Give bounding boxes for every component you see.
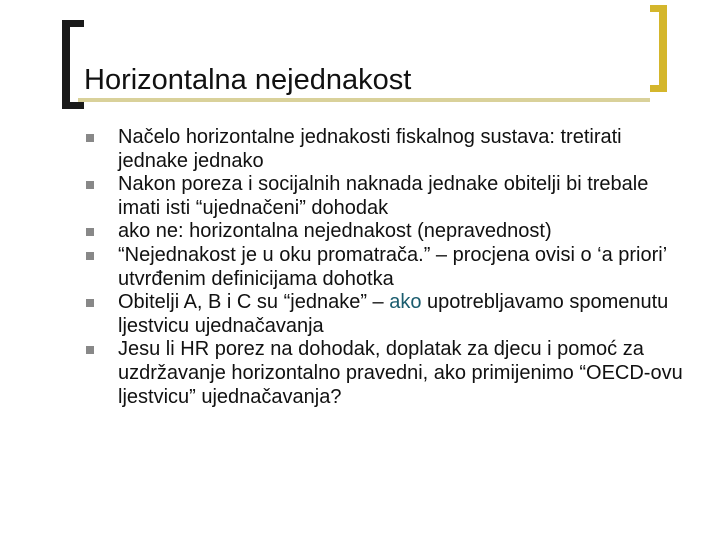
left-bracket-decoration bbox=[62, 20, 70, 109]
bullet-item bbox=[84, 173, 684, 220]
square-bullet-icon bbox=[86, 228, 94, 236]
bullet-text: “Nejednakost je u oku promatrača.” – procjena ovisi o ‘a priori’ utvrđenim definicijama dohotka bbox=[118, 243, 667, 290]
bullet-text: Jesu li HR porez na dohodak, doplatak za djecu i pomoć za uzdržavanje horizontalno pravedni, ako primijenimo “OECD-ovu ljestvicu” ujednačavanja? bbox=[118, 338, 683, 408]
square-bullet-icon bbox=[86, 252, 94, 260]
square-bullet-icon bbox=[86, 346, 94, 354]
bullet-item bbox=[84, 220, 684, 244]
left-bracket-bottom-decoration bbox=[62, 102, 84, 109]
right-bracket-decoration bbox=[659, 5, 667, 92]
square-bullet-icon bbox=[86, 299, 94, 307]
left-bracket-top-decoration bbox=[62, 20, 84, 27]
bullet-item bbox=[84, 338, 684, 409]
right-bracket-bottom-decoration bbox=[650, 85, 667, 92]
square-bullet-icon bbox=[86, 134, 94, 142]
title-underline bbox=[78, 98, 650, 102]
bullet-list bbox=[84, 126, 684, 409]
bullet-text-before: Obitelji A, B i C su “jednake” – bbox=[118, 291, 390, 314]
bullet-item bbox=[84, 244, 684, 291]
bullet-text: ako ne: horizontalna nejednakost (nepravednost) bbox=[118, 220, 552, 243]
square-bullet-icon bbox=[86, 181, 94, 189]
bullet-text: Nakon poreza i socijalnih naknada jednake obitelji bi trebale imati isti “ujednačeni” dohodak bbox=[118, 173, 649, 219]
bullet-item bbox=[84, 291, 684, 338]
bullet-text: Načelo horizontalne jednakosti fiskalnog sustava: tretirati jednake jednako bbox=[118, 126, 622, 172]
slide-title: Horizontalna nejednakost bbox=[84, 64, 412, 96]
bullet-item bbox=[84, 126, 684, 173]
bullet-text-after: upotrebljavamo spomenutu ljestvicu ujednačavanja bbox=[118, 291, 669, 337]
right-bracket-top-decoration bbox=[650, 5, 667, 12]
highlighted-word: ako bbox=[389, 291, 422, 314]
